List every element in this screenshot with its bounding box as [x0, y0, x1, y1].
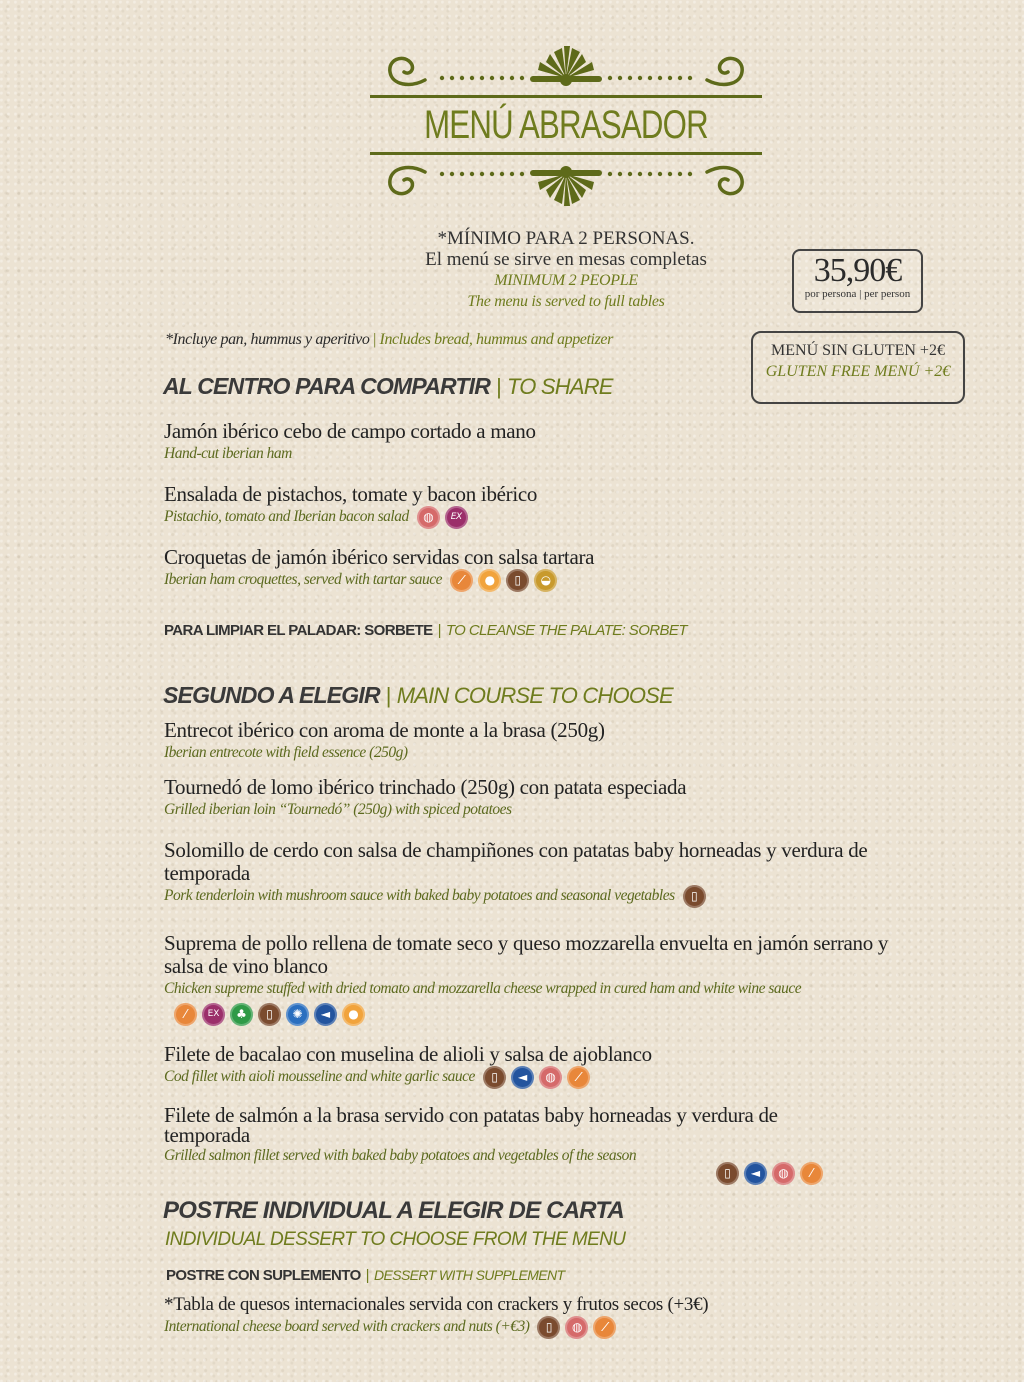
includes-es: *Incluye pan, hummus y aperitivo [165, 331, 370, 348]
share-title-en: TO SHARE [507, 374, 613, 399]
menu-item [164, 1293, 924, 1339]
full-tables-es: El menú se sirve en mesas completas [425, 249, 707, 270]
item-name-en: Iberian ham croquettes, served with tartar sauce [164, 571, 443, 589]
palate-note [164, 622, 687, 640]
price-amount: 35,90€ [813, 252, 902, 289]
menu-item [164, 546, 924, 592]
allergen-icons [683, 885, 711, 908]
includes-note [165, 331, 613, 349]
nuts-icon: ◍ [417, 506, 440, 529]
fish-icon: ◄ [744, 1162, 767, 1185]
main-title-en: MAIN COURSE TO CHOOSE [396, 683, 673, 708]
item-name-es: Suprema de pollo rellena de tomate seco y queso mozzarella envuelta en jamón serrano y salsa de vino blanco [164, 931, 889, 978]
menu-item [164, 420, 924, 464]
gluten-icon: ⁄ [174, 1003, 197, 1026]
item-name-en: Grilled salmon fillet served with baked baby potatoes and vegetables of the season [164, 1147, 637, 1164]
menu-title: MENÚ ABRASADOR [424, 103, 708, 147]
item-name-es: *Tabla de quesos internacionales servida con crackers y frutos secos (+3€) [164, 1294, 709, 1315]
item-name-es: Filete de salmón a la brasa servido con patatas baby horneadas y verdura de temporada [164, 1103, 778, 1147]
separator: | [365, 1267, 369, 1284]
supplement-es: POSTRE CON SUPLEMENTO [166, 1267, 361, 1284]
menu-item [164, 719, 924, 763]
milk-icon: ▯ [683, 885, 706, 908]
menu-item [164, 776, 924, 820]
item-name-es: Croquetas de jamón ibérico servidas con salsa tartara [164, 545, 595, 569]
gluten-free-es: MENÚ SIN GLUTEN +2€ [771, 342, 945, 359]
item-name-es: Jamón ibérico cebo de campo cortado a mano [164, 419, 536, 443]
includes-en: Includes bread, hummus and appetizer [379, 331, 613, 348]
minimum-people-en: MINIMUM 2 PEOPLE [494, 272, 638, 289]
gluten-icon: ⁄ [450, 569, 473, 592]
dessert-title-en: INDIVIDUAL DESSERT TO CHOOSE FROM THE MENU [165, 1229, 626, 1250]
item-name-en: Pistachio, tomato and Iberian bacon salad [164, 508, 409, 526]
item-name-en: Cod fillet with aioli mousseline and white garlic sauce [164, 1068, 475, 1086]
item-name-en: Chicken supreme stuffed with dried tomato and mozzarella cheese wrapped in cured ham and white wine sauce [164, 980, 802, 997]
gluten-free-en: GLUTEN FREE MENÚ +2€ [765, 363, 951, 380]
item-name-es: Entrecot ibérico con aroma de monte a la brasa (250g) [164, 718, 605, 742]
supplement-en: DESSERT WITH SUPPLEMENT [373, 1267, 565, 1283]
milk-icon: ▯ [716, 1162, 739, 1185]
price-unit: por persona | per person [804, 288, 911, 300]
mustard-icon: ◒ [534, 569, 557, 592]
menu-item [164, 839, 894, 908]
fish-icon: ◄ [511, 1066, 534, 1089]
gluten-icon: ⁄ [800, 1162, 823, 1185]
crustacean-icon: ✺ [286, 1003, 309, 1026]
item-name-en: International cheese board served with crackers and nuts (+€3) [164, 1318, 530, 1336]
separator: | [385, 683, 391, 708]
minimum-people-es: *MÍNIMO PARA 2 PERSONAS. [437, 228, 695, 249]
menu-item [164, 932, 924, 1026]
separator: | [373, 331, 376, 348]
allergen-icons [174, 1003, 924, 1026]
nuts-icon: ◍ [772, 1162, 795, 1185]
item-name-en: Iberian entrecote with field essence (250g) [164, 744, 408, 761]
full-tables-en: The menu is served to full tables [467, 293, 665, 310]
section-share-heading [163, 373, 613, 400]
item-name-en: Pork tenderloin with mushroom sauce with baked baby potatoes and seasonal vegetables [164, 887, 675, 905]
menu-item [164, 1105, 864, 1166]
nuts-icon: ◍ [539, 1066, 562, 1089]
milk-icon: ▯ [506, 569, 529, 592]
item-name-es: Ensalada de pistachos, tomate y bacon ibérico [164, 482, 538, 506]
allergen-icons [483, 1066, 595, 1089]
milk-icon: ▯ [537, 1316, 560, 1339]
palate-es: PARA LIMPIAR EL PALADAR: SORBETE [164, 622, 433, 639]
menu-item [164, 1043, 924, 1089]
intro-block [330, 228, 802, 312]
item-name-es: Tournedó de lomo ibérico trinchado (250g) con patata especiada [164, 775, 687, 799]
egg-icon: ● [342, 1003, 365, 1026]
palate-en: TO CLEANSE THE PALATE: SORBET [445, 622, 687, 639]
gluten-icon: ⁄ [593, 1316, 616, 1339]
allergen-icons [450, 569, 562, 592]
gluten-free-box [751, 331, 965, 404]
item-name-en: Grilled iberian loin “Tournedó” (250g) with spiced potatoes [164, 801, 512, 818]
section-main-heading [163, 682, 673, 709]
item-name-es: Solomillo de cerdo con salsa de champiñones con patatas baby horneadas y verdura de temporada [164, 838, 868, 885]
nuts-icon: ◍ [565, 1316, 588, 1339]
allergen-icons [537, 1316, 621, 1339]
allergen-icons [716, 1162, 828, 1185]
milk-icon: ▯ [258, 1003, 281, 1026]
main-title-es: SEGUNDO A ELEGIR [163, 682, 380, 708]
separator: | [496, 374, 502, 399]
dessert-title-es: POSTRE INDIVIDUAL A ELEGIR DE CARTA [163, 1197, 624, 1224]
menu-item [164, 483, 924, 529]
fish-icon: ◄ [314, 1003, 337, 1026]
supplement-heading [166, 1267, 564, 1285]
separator: | [437, 622, 441, 639]
gluten-icon: ⁄ [567, 1066, 590, 1089]
item-name-es: Filete de bacalao con muselina de alioli y salsa de ajoblanco [164, 1042, 652, 1066]
item-name-en: Hand-cut iberian ham [164, 445, 292, 462]
sulfites-icon: EX [445, 506, 468, 529]
milk-icon: ▯ [483, 1066, 506, 1089]
egg-icon: ● [478, 569, 501, 592]
sulfites-icon: EX [202, 1003, 225, 1026]
share-title-es: AL CENTRO PARA COMPARTIR [163, 373, 491, 399]
allergen-icons [417, 506, 473, 529]
celery-icon: ♣ [230, 1003, 253, 1026]
price-box [792, 249, 923, 313]
